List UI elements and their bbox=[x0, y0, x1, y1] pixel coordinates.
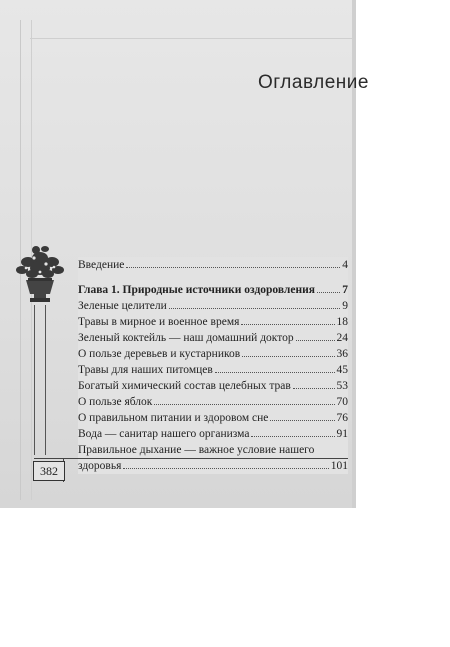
toc-leader-dots bbox=[215, 372, 335, 373]
toc-row[interactable] bbox=[78, 330, 348, 346]
toc-row[interactable] bbox=[78, 314, 348, 330]
toc-leader-dots bbox=[270, 420, 334, 421]
toc-row-label: Зеленый коктейль — наш домашний доктор bbox=[78, 332, 294, 344]
toc-row-page: 36 bbox=[336, 348, 348, 360]
toc-row-chapter[interactable] bbox=[78, 282, 348, 298]
toc-row-page: 4 bbox=[342, 259, 348, 271]
toc-row[interactable] bbox=[78, 346, 348, 362]
toc-row[interactable] bbox=[78, 257, 348, 273]
toc-row[interactable] bbox=[78, 378, 348, 394]
toc-row-page: 91 bbox=[336, 428, 348, 440]
toc-row-page: 45 bbox=[336, 364, 348, 376]
toc-leader-dots bbox=[154, 404, 334, 405]
toc-row[interactable] bbox=[78, 298, 348, 314]
toc-row[interactable] bbox=[78, 362, 348, 378]
toc-row-label: О правильном питании и здоровом сне bbox=[78, 412, 269, 424]
toc-row-label: Введение bbox=[78, 259, 125, 271]
toc-row[interactable] bbox=[78, 410, 348, 426]
toc-leader-dots bbox=[126, 267, 340, 268]
page-number: 382 bbox=[33, 461, 65, 481]
toc-leader-dots bbox=[317, 292, 340, 293]
footer-rule bbox=[34, 458, 348, 459]
toc-row[interactable] bbox=[78, 394, 348, 410]
toc-leader-dots bbox=[242, 356, 334, 357]
toc-row-label: О пользе яблок bbox=[78, 396, 153, 408]
toc-row-label-line2: здоровья bbox=[78, 460, 122, 472]
toc-row-page: 9 bbox=[342, 300, 348, 312]
toc-row-page: 70 bbox=[336, 396, 348, 408]
toc-row-page: 24 bbox=[336, 332, 348, 344]
toc-gap bbox=[78, 273, 348, 282]
toc-row-label: Вода — санитар нашего организма bbox=[78, 428, 250, 440]
toc-row-page: 53 bbox=[336, 380, 348, 392]
table-of-contents bbox=[78, 257, 348, 474]
toc-row[interactable] bbox=[78, 458, 348, 474]
toc-row-label: Травы для наших питомцев bbox=[78, 364, 213, 376]
frame-top-line bbox=[30, 38, 356, 39]
toc-row-page: 76 bbox=[336, 412, 348, 424]
toc-row-label: Глава 1. Природные источники оздоровления bbox=[78, 284, 315, 296]
toc-row-label: Богатый химический состав целебных трав bbox=[78, 380, 291, 392]
toc-leader-dots bbox=[123, 468, 328, 469]
decorative-column bbox=[34, 305, 46, 455]
toc-row-page: 18 bbox=[336, 316, 348, 328]
toc-row-label: Зеленые целители bbox=[78, 300, 167, 312]
toc-row[interactable] bbox=[78, 426, 348, 442]
toc-row-label: О пользе деревьев и кустарников bbox=[78, 348, 241, 360]
toc-row-label-line1[interactable]: Правильное дыхание — важное условие нашего bbox=[78, 444, 315, 456]
toc-row-page: 101 bbox=[330, 460, 348, 472]
potted-plant-ornament bbox=[14, 244, 66, 304]
page-title: Оглавление bbox=[258, 72, 369, 93]
toc-row-label: Травы в мирное и военное время bbox=[78, 316, 240, 328]
toc-row-page: 7 bbox=[342, 284, 348, 296]
toc-leader-dots bbox=[296, 340, 335, 341]
toc-leader-dots bbox=[251, 436, 334, 437]
toc-leader-dots bbox=[293, 388, 335, 389]
toc-leader-dots bbox=[169, 308, 341, 309]
toc-leader-dots bbox=[241, 324, 334, 325]
